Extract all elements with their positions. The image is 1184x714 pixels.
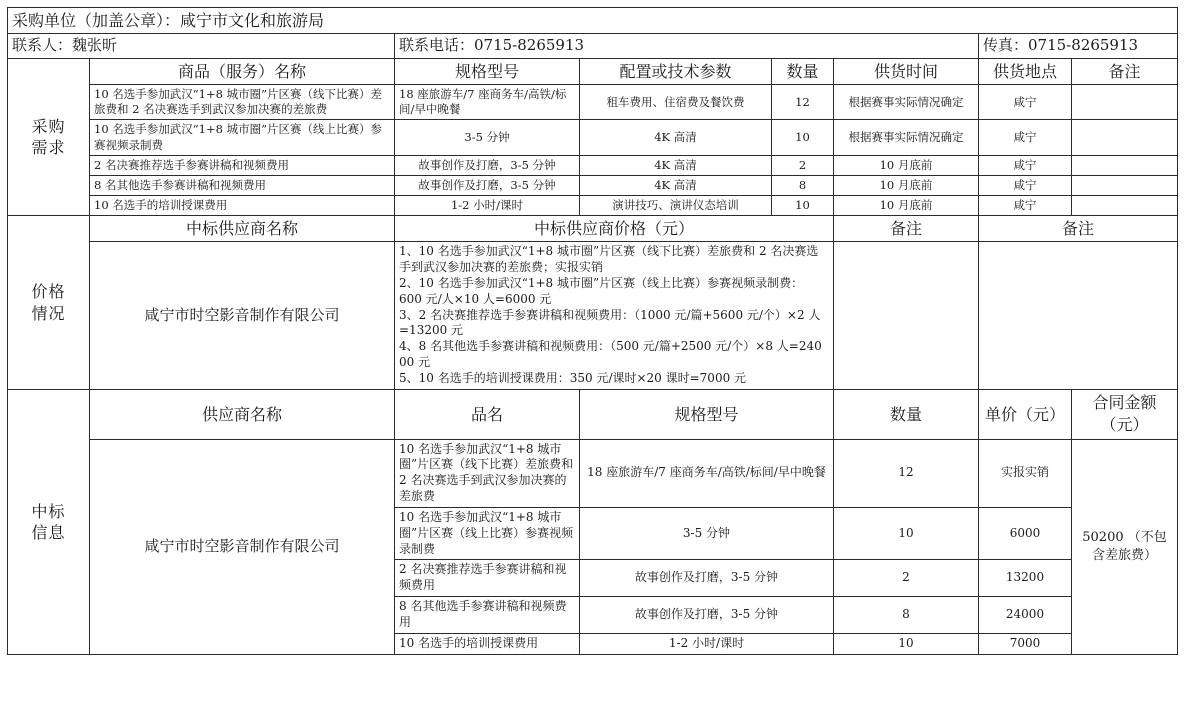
- procurement-item-param: 4K 高清: [580, 175, 772, 195]
- procurement-item-param: 4K 高清: [580, 155, 772, 175]
- bid-contract-amount-cell: [1072, 439, 1178, 654]
- bid-item-qty: 2: [834, 560, 979, 597]
- procurement-item-time: 根据赛事实际情况确定: [834, 120, 979, 155]
- procurement-header-row: [8, 58, 1178, 84]
- procurement-item-qty: 10: [772, 196, 834, 216]
- procurement-item-qty: 8: [772, 175, 834, 195]
- procurement-item-param: 4K 高清: [580, 120, 772, 155]
- price-breakdown-line: 4、8 名其他选手参赛讲稿和视频费用：（500 元/篇+2500 元/个）×8 人=24000 元: [399, 339, 822, 370]
- procurement-item-name: 10 名选手参加武汉“1+8 城市圈”片区赛（线上比赛）参赛视频录制费: [90, 120, 395, 155]
- section-label-procurement-need: [8, 58, 90, 215]
- procurement-item-remark: [1072, 120, 1178, 155]
- procurement-item-qty: 2: [772, 155, 834, 175]
- procurement-item-qty: 10: [772, 120, 834, 155]
- col-header-price-remark-2: 备注: [979, 216, 1178, 242]
- bid-item-unit-price: 7000: [979, 633, 1072, 654]
- bid-item-name: 10 名选手的培训授课费用: [395, 633, 580, 654]
- procurement-item-place: 咸宁: [979, 175, 1072, 195]
- bid-item-name: 2 名决赛推荐选手参赛讲稿和视频费用: [395, 560, 580, 597]
- procurement-item-name: 8 名其他选手参赛讲稿和视频费用: [90, 175, 395, 195]
- bid-item-unit-price: 13200: [979, 560, 1072, 597]
- contract-amount-value: 50200: [1082, 530, 1124, 546]
- table-row: [8, 120, 1178, 155]
- price-body-row: [8, 242, 1178, 389]
- contact-person: 联系人：魏张昕: [8, 34, 395, 59]
- section-label-price-situation: [8, 216, 90, 390]
- purchaser-row: [8, 8, 1178, 34]
- col-header-winning-supplier-price: 中标供应商价格（元）: [395, 216, 834, 242]
- procurement-item-param: 租车费用、住宿费及餐饮费: [580, 85, 772, 120]
- col-header-config-param: 配置或技术参数: [580, 58, 772, 84]
- bid-item-unit-price: 实报实销: [979, 439, 1072, 507]
- section-label-line-1: 采购: [31, 116, 66, 136]
- col-header-bid-product-name: 品名: [395, 389, 580, 439]
- section-label-bid-info: [8, 389, 90, 654]
- procurement-item-qty: 12: [772, 85, 834, 120]
- table-row: [8, 439, 1178, 507]
- col-header-spec-model: 规格型号: [395, 58, 580, 84]
- purchaser-line: 采购单位（加盖公章）：咸宁市文化和旅游局: [8, 8, 1178, 34]
- col-header-bid-supplier-name: 供应商名称: [90, 389, 395, 439]
- bid-item-spec: 3-5 分钟: [580, 507, 834, 559]
- bid-supplier-name: 咸宁市时空影音制作有限公司: [90, 439, 395, 654]
- procurement-item-place: 咸宁: [979, 85, 1072, 120]
- table-row: [8, 196, 1178, 216]
- procurement-result-table: [7, 7, 1178, 655]
- section-label-line-2: 需求: [31, 138, 66, 158]
- col-header-bid-spec-model: 规格型号: [580, 389, 834, 439]
- procurement-item-remark: [1072, 85, 1178, 120]
- price-breakdown-line: 2、10 名选手参加武汉“1+8 城市圈”片区赛（线上比赛）参赛视频录制费：: [399, 275, 804, 290]
- col-header-bid-quantity: 数量: [834, 389, 979, 439]
- procurement-item-name: 2 名决赛推荐选手参赛讲稿和视频费用: [90, 155, 395, 175]
- col-header-bid-unit-price: 单价（元）: [979, 389, 1072, 439]
- bid-item-name: 10 名选手参加武汉“1+8 城市圈”片区赛（线上比赛）参赛视频录制费: [395, 507, 580, 559]
- table-row: [8, 155, 1178, 175]
- procurement-item-remark: [1072, 196, 1178, 216]
- procurement-item-name: 10 名选手的培训授课费用: [90, 196, 395, 216]
- bid-item-qty: 10: [834, 507, 979, 559]
- price-breakdown-line: 3、2 名决赛推荐选手参赛讲稿和视频费用：（1000 元/篇+5600 元/个）×2 人=13200 元: [399, 307, 821, 338]
- bid-item-qty: 8: [834, 597, 979, 634]
- col-header-bid-contract-amount: [1072, 389, 1178, 439]
- bid-item-spec: 故事创作及打磨，3-5 分钟: [580, 597, 834, 634]
- procurement-item-time: 根据赛事实际情况确定: [834, 85, 979, 120]
- section-label-line-2: 信息: [31, 522, 66, 542]
- contact-phone: 联系电话：0715-8265913: [395, 34, 979, 59]
- table-row: [8, 85, 1178, 120]
- col-header-price-remark-1: 备注: [834, 216, 979, 242]
- contract-amount-note: （不包含差旅费）: [1092, 530, 1167, 563]
- bid-item-spec: 18 座旅游车/7 座商务车/高铁/标间/早中晚餐: [580, 439, 834, 507]
- procurement-item-name: 10 名选手参加武汉“1+8 城市圈”片区赛（线下比赛）差旅费和 2 名决赛选手到武汉参加决赛的差旅费: [90, 85, 395, 120]
- price-remark-1-value: [834, 242, 979, 389]
- procurement-item-remark: [1072, 175, 1178, 195]
- procurement-item-time: 10 月底前: [834, 155, 979, 175]
- contract-amount-header-line-1: 合同金额: [1092, 392, 1157, 412]
- bid-item-spec: 1-2 小时/课时: [580, 633, 834, 654]
- procurement-item-time: 10 月底前: [834, 196, 979, 216]
- procurement-item-place: 咸宁: [979, 155, 1072, 175]
- procurement-item-spec: 故事创作及打磨，3-5 分钟: [395, 155, 580, 175]
- contract-amount-header-line-2: （元）: [1100, 415, 1149, 435]
- procurement-item-time: 10 月底前: [834, 175, 979, 195]
- price-supplier-name: 咸宁市时空影音制作有限公司: [90, 242, 395, 389]
- price-breakdown-line: 1、10 名选手参加武汉“1+8 城市圈”片区赛（线下比赛）差旅费和 2 名决赛选手到武汉参加决赛的差旅费；实报实销: [399, 244, 819, 275]
- contact-row: [8, 34, 1178, 59]
- procurement-item-spec: 3-5 分钟: [395, 120, 580, 155]
- procurement-item-place: 咸宁: [979, 196, 1072, 216]
- section-label-line-1: 价格: [31, 282, 66, 302]
- section-label-line-1: 中标: [31, 501, 66, 521]
- procurement-item-place: 咸宁: [979, 120, 1072, 155]
- bid-item-name: 10 名选手参加武汉“1+8 城市圈”片区赛（线下比赛）差旅费和 2 名决赛选手到武汉参加决赛的差旅费: [395, 439, 580, 507]
- bid-item-unit-price: 6000: [979, 507, 1072, 559]
- col-header-remark: 备注: [1072, 58, 1178, 84]
- price-header-row: [8, 216, 1178, 242]
- price-breakdown-line: 600 元/人×10 人=6000 元: [399, 291, 552, 306]
- price-remark-2-value: [979, 242, 1178, 389]
- col-header-delivery-time: 供货时间: [834, 58, 979, 84]
- procurement-item-spec: 18 座旅游车/7 座商务车/高铁/标间/早中晚餐: [395, 85, 580, 120]
- bid-header-row: [8, 389, 1178, 439]
- procurement-item-param: 演讲技巧、演讲仪态培训: [580, 196, 772, 216]
- bid-item-spec: 故事创作及打磨，3-5 分钟: [580, 560, 834, 597]
- bid-item-qty: 10: [834, 633, 979, 654]
- contact-fax: 传真：0715-8265913: [979, 34, 1178, 59]
- col-header-goods-name: 商品（服务）名称: [90, 58, 395, 84]
- bid-item-unit-price: 24000: [979, 597, 1072, 634]
- table-row: [8, 175, 1178, 195]
- price-breakdown-line: 5、10 名选手的培训授课费用：350 元/课时×20 课时=7000 元: [399, 370, 747, 385]
- col-header-quantity: 数量: [772, 58, 834, 84]
- price-breakdown: [395, 242, 834, 389]
- col-header-delivery-place: 供货地点: [979, 58, 1072, 84]
- bid-item-name: 8 名其他选手参赛讲稿和视频费用: [395, 597, 580, 634]
- bid-item-qty: 12: [834, 439, 979, 507]
- procurement-item-spec: 故事创作及打磨，3-5 分钟: [395, 175, 580, 195]
- procurement-item-spec: 1-2 小时/课时: [395, 196, 580, 216]
- procurement-item-remark: [1072, 155, 1178, 175]
- col-header-winning-supplier-name: 中标供应商名称: [90, 216, 395, 242]
- section-label-line-2: 情况: [31, 303, 66, 323]
